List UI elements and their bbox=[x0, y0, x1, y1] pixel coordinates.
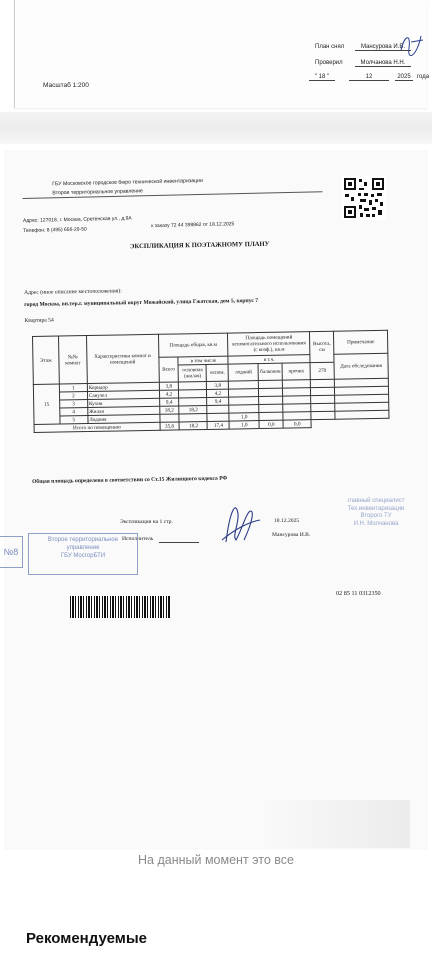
totals-total: 35,6 bbox=[160, 422, 180, 430]
checked-label: Проверил bbox=[315, 60, 343, 66]
th-balcony: балконов bbox=[258, 363, 282, 380]
room-loggia: 1,0 bbox=[229, 413, 259, 422]
composed-name: Мансурова И.В. bbox=[355, 44, 411, 51]
stamp-right-line: Тех.инвентаризации bbox=[347, 505, 405, 512]
signature-top bbox=[397, 30, 427, 58]
qr-code bbox=[342, 176, 386, 220]
room-total: 3,8 bbox=[159, 382, 179, 390]
explication-document bbox=[4, 150, 428, 850]
executor-signature bbox=[218, 500, 262, 546]
totals-balcony: 0,0 bbox=[259, 420, 283, 428]
composed-label: План снял bbox=[315, 44, 345, 50]
th-height: Высота, см bbox=[310, 331, 335, 362]
previous-page-fragment bbox=[14, 0, 430, 108]
th-room-no: №№ комнат bbox=[58, 336, 87, 384]
totals-other: 0,0 bbox=[283, 420, 311, 428]
room-aux: 9,4 bbox=[207, 397, 229, 405]
height-value: 270 bbox=[310, 362, 334, 379]
stamp-right-line: Второго ТУ bbox=[360, 513, 392, 519]
scale-label: Масштаб 1:200 bbox=[43, 82, 89, 89]
room-name: Коридор bbox=[87, 382, 159, 391]
date-suffix: года bbox=[417, 74, 430, 80]
room-aux: 3,8 bbox=[207, 381, 229, 389]
stamp-left-line: ГБУ МосгорБТИ bbox=[60, 553, 106, 559]
room-no: 2 bbox=[59, 392, 87, 400]
th-in-that: в т.ч. bbox=[228, 355, 310, 364]
th-main: основная (жилая) bbox=[178, 364, 206, 381]
floor-value: 15 bbox=[33, 384, 60, 424]
org-name: ГБУ Московское городское бюро технической инвентаризации bbox=[52, 177, 203, 188]
department-name: Второе территориальное управление bbox=[52, 188, 143, 197]
explication-table-wrapper bbox=[32, 330, 390, 433]
th-aux: вспом. bbox=[206, 364, 228, 381]
stamp-left-line: управление bbox=[66, 545, 100, 551]
end-of-feed-text: На данный момент это все bbox=[138, 853, 294, 867]
room-name: Санузел bbox=[87, 390, 159, 399]
room-name: Кухня bbox=[87, 398, 159, 407]
executor-sign-line bbox=[159, 542, 199, 543]
totals-main: 18,2 bbox=[179, 421, 207, 429]
room-no: 4 bbox=[60, 408, 88, 416]
stamp-right bbox=[336, 498, 416, 528]
explication-table bbox=[32, 330, 390, 433]
room-total: 4,2 bbox=[159, 390, 179, 398]
stamp-left-number: №8 bbox=[0, 536, 23, 568]
th-note: Примечание bbox=[334, 330, 388, 354]
order-reference: к заказу 72 44 398862 от 18.12.2025 bbox=[151, 221, 235, 230]
date-month: 12 bbox=[349, 74, 389, 81]
address-label: Адрес (иное описание местоположения): bbox=[24, 288, 122, 296]
checked-name: Молчанова Н.Н. bbox=[355, 60, 411, 67]
th-survey-date: Дата обследования bbox=[334, 353, 388, 379]
th-characteristics: Характеристики комнат и помещений bbox=[86, 334, 159, 383]
th-loggia: лоджий bbox=[228, 364, 258, 382]
date-day: " 18 " bbox=[309, 74, 335, 81]
th-aux-area: Площадь помещений вспомогательного использования (с коэф.), кв.м bbox=[228, 332, 310, 356]
room-aux: 4,2 bbox=[207, 389, 229, 397]
stamp-left bbox=[28, 533, 138, 575]
totals-loggia: 1,0 bbox=[229, 421, 259, 430]
page-separator bbox=[0, 112, 432, 144]
address-value: город Москва, вн.тер.г. муниципальный округ Можайский, улица Гжатская, дом 5, корпус 7 bbox=[24, 297, 259, 308]
barcode bbox=[70, 596, 170, 618]
th-area-total: Площадь общая, кв.м bbox=[158, 333, 228, 357]
apartment-number: Квартира 54 bbox=[24, 317, 54, 324]
th-floor: Этаж bbox=[33, 336, 60, 384]
executor-label: Исполнитель bbox=[122, 536, 154, 542]
room-main: 18,2 bbox=[179, 405, 207, 413]
document-number: 02 85 11 0312350 bbox=[336, 590, 381, 597]
pages-count: Экспликация на 1 стр. bbox=[120, 519, 173, 525]
stamp-left-line: Второе территориальное bbox=[47, 537, 119, 543]
totals-label: Итого по помещению bbox=[34, 422, 160, 432]
org-phone: Телефон: 8 (495) 656-29-50 bbox=[23, 226, 87, 234]
room-name: Жилая bbox=[88, 406, 160, 415]
legal-note: Общая площадь определена в соответствии со Ст.15 Жилищного кодекса РФ bbox=[32, 475, 228, 485]
room-total: 18,2 bbox=[159, 406, 179, 414]
document-header bbox=[22, 169, 323, 236]
scan-reflection bbox=[260, 800, 410, 848]
room-no: 5 bbox=[60, 416, 88, 424]
room-total: 9,4 bbox=[159, 398, 179, 406]
address-block bbox=[24, 286, 258, 324]
room-no: 3 bbox=[60, 400, 88, 408]
executor-name: Мансурова И.В. bbox=[272, 532, 311, 538]
org-address: Адрес: 127018, г. Москва, Сретенская ул., д.9А bbox=[22, 215, 132, 224]
th-other: прочих bbox=[282, 363, 310, 380]
section-title-recommended: Рекомендуемые bbox=[26, 930, 147, 947]
stamp-right-line: главный специалист bbox=[347, 498, 405, 504]
document-title: ЭКСПЛИКАЦИЯ К ПОЭТАЖНОМУ ПЛАНУ bbox=[129, 240, 270, 251]
totals-aux: 17,4 bbox=[207, 421, 229, 429]
th-including: в том числе bbox=[178, 356, 228, 365]
th-all: Всего bbox=[158, 357, 178, 382]
room-name: Лоджия bbox=[88, 414, 160, 423]
date-year: 2025 bbox=[395, 74, 413, 81]
executor-date: 18.12.2025 bbox=[274, 518, 300, 524]
stamp-right-line: И.Н. Молчанова bbox=[353, 520, 399, 527]
room-no: 1 bbox=[59, 384, 87, 392]
